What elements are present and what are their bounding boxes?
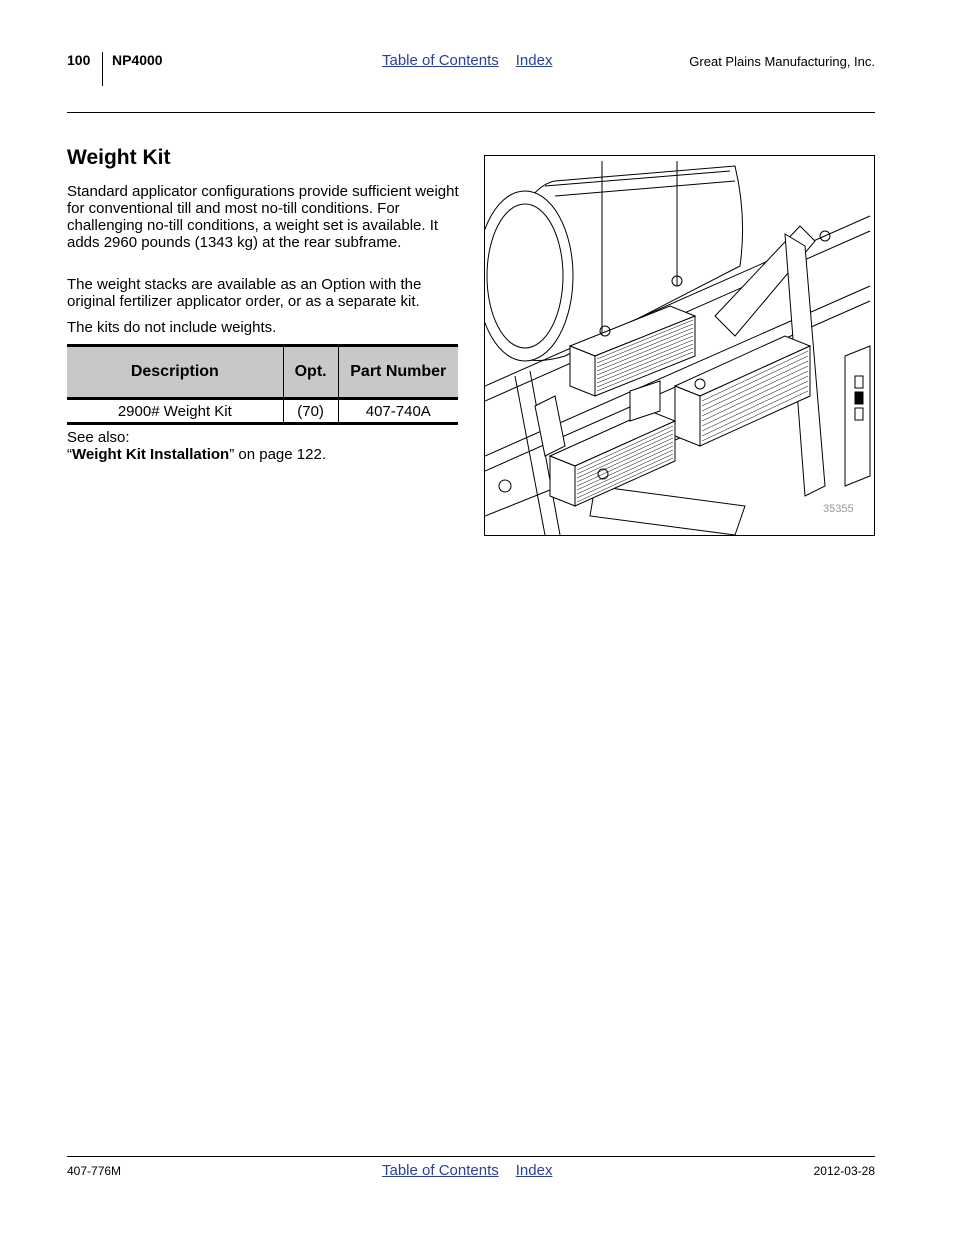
footer-index-link[interactable]: Index <box>515 1162 553 1179</box>
header-rule <box>67 112 875 113</box>
company-name: Great Plains Manufacturing, Inc. <box>689 54 875 69</box>
table-header-row <box>67 346 458 399</box>
cell-part-number: 407-740A <box>338 399 458 424</box>
section-title: Weight Kit <box>67 146 171 169</box>
document-number: 407-776M <box>67 1164 122 1178</box>
paragraph-intro: Standard applicator configurations provide sufficient weight for conventional till and most no-till conditions. For challenging no-till conditions, a weight set is available. It adds 2960 pounds (1343 kg) at the rear subframe. <box>67 183 459 251</box>
column-header-description: Description <box>67 346 283 399</box>
footer-toc-link[interactable]: Table of Contents <box>382 1162 499 1179</box>
weight-kit-table <box>67 344 458 425</box>
index-link[interactable]: Index <box>515 52 553 69</box>
figure-number: 35355 <box>823 503 854 515</box>
see-also-label: See also: <box>67 429 130 446</box>
column-header-opt: Opt. <box>283 346 338 399</box>
weight-kit-illustration <box>485 156 874 535</box>
see-also-link[interactable]: Weight Kit Installation <box>72 446 230 463</box>
header-divider <box>102 52 103 86</box>
model-name: NP4000 <box>112 52 163 68</box>
footer-rule <box>67 1156 875 1157</box>
paragraph-options: The weight stacks are available as an Option with the original fertilizer applicator order, or as a separate kit. <box>67 276 422 310</box>
cell-description: 2900# Weight Kit <box>67 399 283 424</box>
header-nav <box>382 52 552 69</box>
page-number: 100 <box>67 52 91 68</box>
weight-kit-figure <box>484 155 875 536</box>
toc-link[interactable]: Table of Contents <box>382 52 499 69</box>
column-header-part-number: Part Number <box>338 346 458 399</box>
see-also-suffix: ” on page 122. <box>229 446 326 463</box>
cell-opt: (70) <box>283 399 338 424</box>
paragraph-note: The kits do not include weights. <box>67 319 277 336</box>
see-also-open-quote: “ <box>67 446 72 463</box>
publication-date: 2012-03-28 <box>813 1164 875 1178</box>
table-row <box>67 399 458 424</box>
see-also <box>67 429 326 463</box>
footer-nav <box>382 1162 552 1179</box>
